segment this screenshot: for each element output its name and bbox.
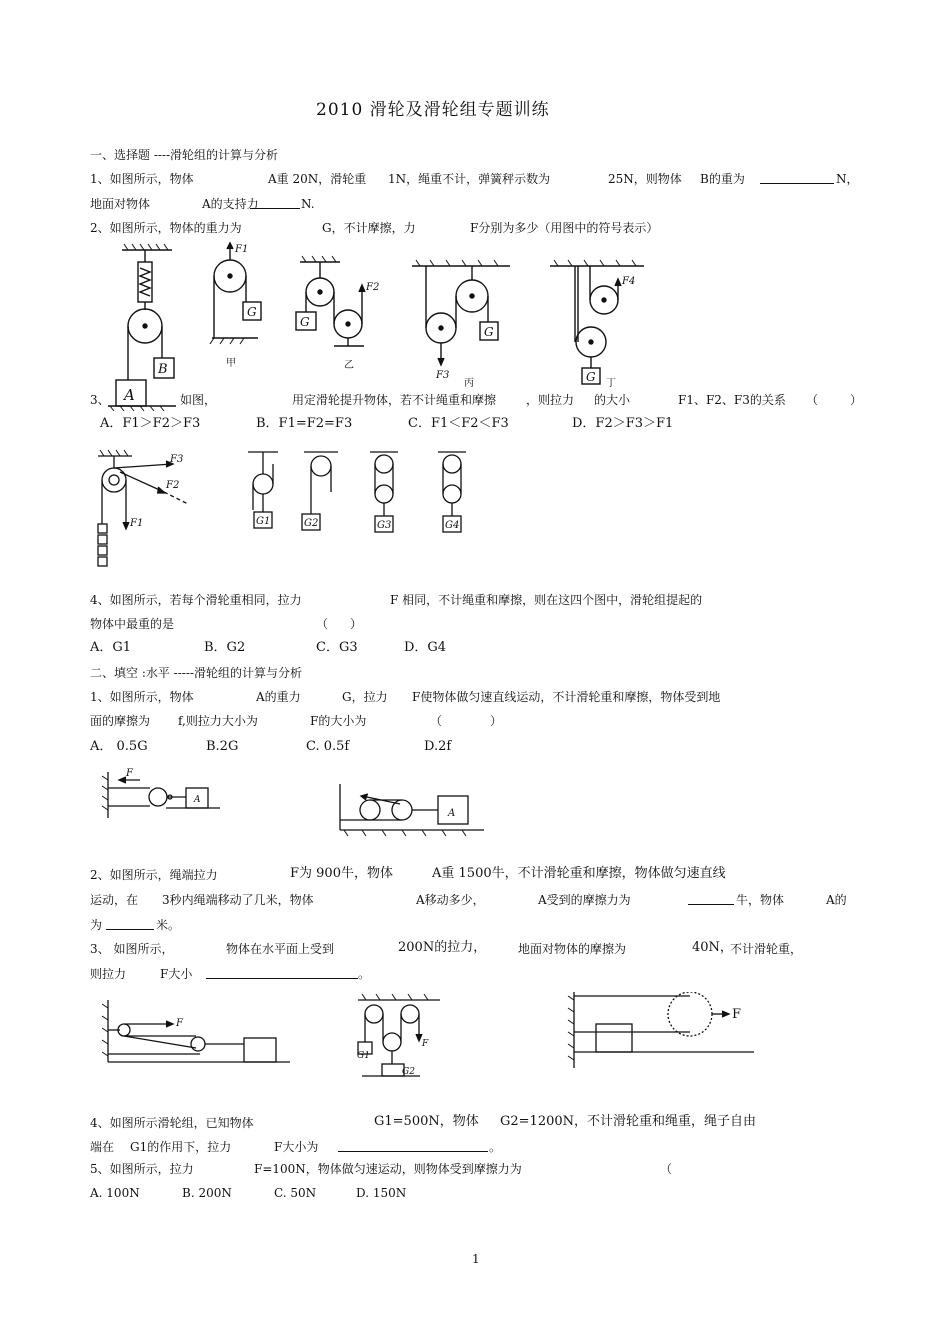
q8-text-g: 。 [489,1140,502,1154]
q8-text-a: 4、如图所示滑轮组，已知物体 [90,1116,254,1130]
fig-label-f8: F [422,1039,429,1049]
q9-text-a: 5、如图所示，拉力 [90,1162,194,1176]
fig-label-f1b: F1 [130,518,144,529]
q1-text-a: 1、如图所示，物体 [90,172,194,186]
fig-label-a: A [124,386,135,404]
q7-text-g: 则拉力 [90,967,127,981]
q5-text-i: ） [490,714,503,728]
q8-blank[interactable] [338,1140,488,1152]
q6-text-c: A重 1500牛，不计滑轮重和摩擦，物体做匀速直线 [432,866,726,881]
q7-text-f: 不计滑轮重， [730,942,803,956]
q9-text-c: （ [660,1162,673,1176]
fig-label-g2: G [300,315,310,329]
q6-blank-1[interactable] [688,893,734,905]
q1-blank-2[interactable] [250,197,300,209]
q5-option-c[interactable]: C. 0.5f [306,739,350,754]
q8-text-f: F大小为 [274,1140,319,1154]
q5-text-a: 1、如图所示，物体 [90,690,194,704]
fig-label-a5: A [194,795,201,805]
fig-label-g2b: G2 [304,518,319,529]
figure-pulley-row-2 [92,446,482,570]
q7-text-a: 3、 如图所示， [90,942,174,956]
q7-text-b: 物体在水平面上受到 [226,942,335,956]
q1-blank-1[interactable] [760,172,834,184]
q1-text-b: A重 20N，滑轮重 [268,172,367,186]
fig-label-g1b: G1 [256,516,271,527]
fig-label-a6: A [448,808,456,819]
q9-option-d[interactable]: D. 150N [356,1186,407,1200]
q5-text-h: （ [430,714,443,728]
q1-text-d: 25N，则物体 [608,172,682,186]
q1-text-e: B的重为 [700,172,745,186]
q8-text-c: G2=1200N，不计滑轮重和绳重，绳子自由 [500,1114,757,1129]
figure-pulley-row-1 [100,240,660,412]
q6-text-j: 为 [90,918,103,932]
fig-label-ding: 丁 [606,378,616,389]
q8-text-d: 端在 [90,1140,115,1154]
q4-option-a[interactable]: A．G1 [90,640,132,655]
fig-label-g3b: G3 [377,520,392,531]
q5-text-f: f,则拉力大小为 [178,714,258,728]
q3-text-h: ） [850,393,863,407]
fig-label-jia: 甲 [226,358,236,369]
fig-label-g3: G [484,325,494,339]
q3-option-b[interactable]: B．F1=F2=F3 [256,416,353,431]
q5-text-e: 面的摩擦为 [90,714,151,728]
q6-text-i: A的 [826,893,847,907]
q1-text-c: 1N，绳重不计，弹簧秤示数为 [388,172,551,186]
q2-text-a: 2、如图所示，物体的重力为 [90,221,242,235]
q4-option-d[interactable]: D．G4 [404,640,447,655]
q3-option-c[interactable]: C．F1＜F2＜F3 [408,416,509,431]
q6-text-e: 3秒内绳端移动了几米，物体 [162,893,314,907]
q8-text-b: G1=500N，物体 [374,1114,479,1129]
q7-blank[interactable] [206,967,358,979]
q6-text-a: 2、如图所示，绳端拉力 [90,868,218,882]
q6-text-k: 米。 [156,918,181,932]
section-heading-1: 一、选择题 ----滑轮组的计算与分析 [90,148,279,162]
fig-label-g4: G [586,370,596,384]
q3-text-c: 用定滑轮提升物体，若不计绳重和摩擦 [292,393,497,407]
q9-option-b[interactable]: B. 200N [182,1186,232,1200]
q4-option-c[interactable]: C．G3 [316,640,358,655]
q4-text-e: ） [350,617,363,631]
q4-option-b[interactable]: B．G2 [204,640,246,655]
q7-text-e: 40N， [692,940,733,955]
fig-label-f4a: F4 [622,276,636,287]
q9-option-a[interactable]: A. 100N [90,1186,140,1200]
q5-text-g: F的大小为 [310,714,367,728]
q5-text-d: F使物体做匀速直线运动，不计滑轮重和摩擦，物体受到地 [412,690,721,704]
q7-text-d: 地面对物体的摩擦为 [518,942,627,956]
q3-text-g: （ [806,393,819,407]
q5-option-d[interactable]: D.2f [424,739,452,754]
q6-blank-2[interactable] [106,918,154,930]
section-heading-2: 二、填空 :水平 -----滑轮组的计算与分析 [90,666,302,680]
q7-text-i: 。 [358,967,371,981]
page-number: 1 [472,1252,480,1266]
fig-label-g4b: G4 [445,520,460,531]
fig-label-g1-q8: G1 [357,1051,370,1061]
q1-unit-1: N， [836,172,859,186]
fig-label-yi: 乙 [344,360,354,371]
q5-option-a[interactable]: A． 0.5G [90,739,148,754]
fig-label-f5: F [126,768,133,779]
q3-text-e: 的大小 [594,393,631,407]
fig-label-f2a: F2 [366,282,380,293]
q3-option-a[interactable]: A．F1＞F2＞F3 [100,416,201,431]
q1-text-g: A的支持力 [202,197,259,211]
q5-text-b: A的重力 [256,690,301,704]
fig-label-g2-q8: G2 [402,1067,415,1077]
q6-text-g: A受到的摩擦力为 [538,893,631,907]
page-title: 2010 滑轮及滑轮组专题训练 [316,100,550,120]
q6-text-d: 运动，在 [90,893,139,907]
q4-text-d: （ [316,617,329,631]
q4-text-c: 物体中最重的是 [90,617,175,631]
q8-text-e: G1的作用下，拉力 [130,1140,232,1154]
q9-option-c[interactable]: C. 50N [274,1186,317,1200]
q3-text-f: F1、F2、F3的关系 [678,393,786,407]
fig-label-f3b: F3 [170,454,184,465]
q6-text-b: F为 900牛，物体 [290,866,393,881]
q9-text-b: F=100N，物体做匀速运动，则物体受到摩擦力为 [254,1162,522,1176]
q6-text-h: 牛，物体 [736,893,785,907]
fig-label-bing: 丙 [464,378,474,389]
fig-label-f3a: F3 [436,370,450,381]
fig-label-f1a: F1 [235,244,249,255]
q4-text-a: 4、如图所示，若每个滑轮重相同，拉力 [90,593,302,607]
q2-text-c: F分别为多少（用图中的符号表示） [470,221,659,235]
figure-horizontal-pulley-row [100,764,490,838]
q1-text-f: 地面对物体 [90,197,151,211]
fig-label-g1: G [247,305,257,319]
q4-text-b: F 相同，不计绳重和摩擦，则在这四个图中，滑轮组提起的 [390,593,703,607]
q7-text-h: F大小 [160,967,193,981]
q3-option-d[interactable]: D．F2＞F3＞F1 [572,416,674,431]
q5-text-c: G，拉力 [342,690,388,704]
q3-text-b: 如图， [180,393,217,407]
fig-label-f7: F [176,1018,183,1029]
q3-text-d: ，则拉力 [526,393,575,407]
q1-unit-2: N. [301,197,315,211]
figure-pulley-row-4 [100,992,760,1082]
fig-label-f9: F [732,1007,742,1022]
q3-text-a: 3、 [90,393,110,407]
q2-text-b: G，不计摩擦，力 [322,221,416,235]
q6-text-f: A移动多少， [416,893,485,907]
q7-text-c: 200N的拉力， [398,940,487,955]
fig-label-b: B [158,362,168,377]
q5-option-b[interactable]: B.2G [206,739,239,754]
fig-label-f2b: F2 [166,480,180,491]
